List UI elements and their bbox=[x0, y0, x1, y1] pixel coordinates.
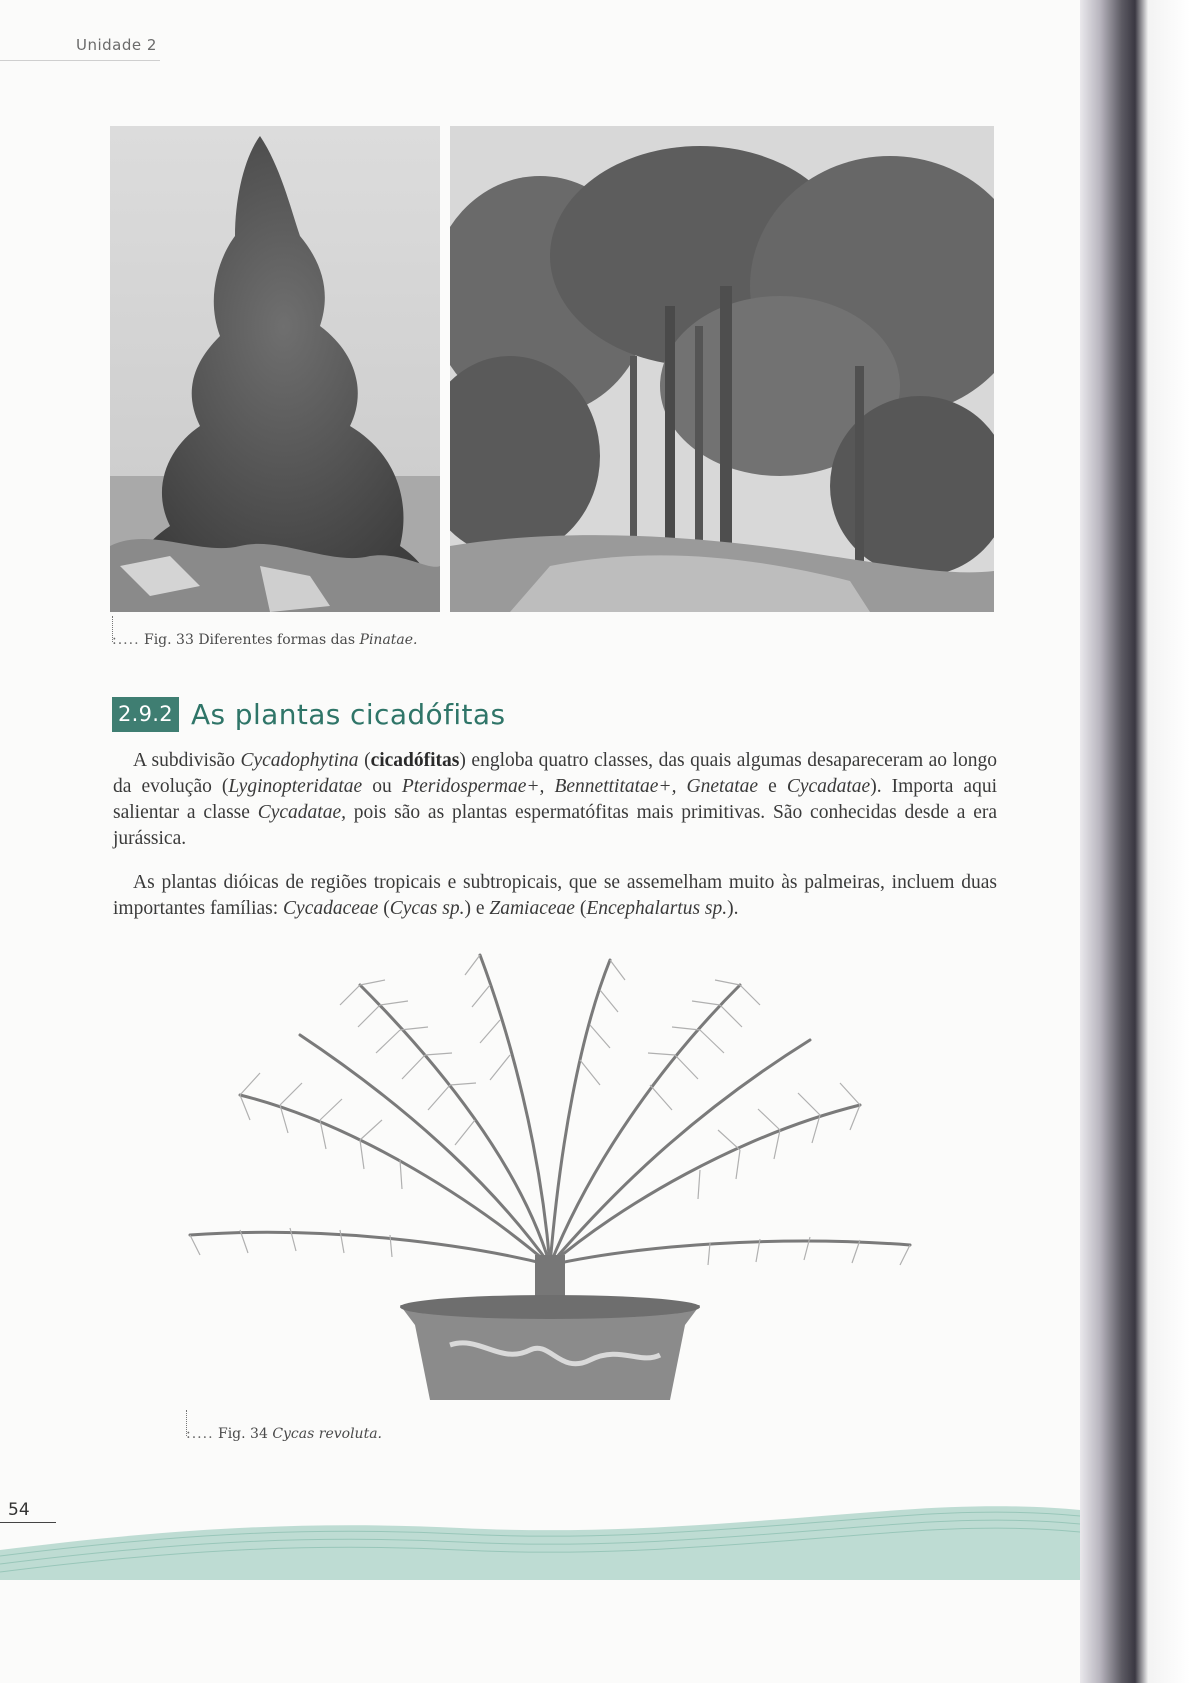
footer-wave bbox=[0, 1490, 1080, 1580]
pine-conical-illustration bbox=[110, 126, 440, 612]
cycas-illustration bbox=[180, 945, 920, 1405]
key-term: cicadófitas bbox=[370, 750, 460, 771]
caption-dots: :.... bbox=[112, 632, 140, 648]
figure-33-caption bbox=[112, 632, 418, 648]
page-number-rule bbox=[0, 1522, 56, 1523]
taxon-name: Pteridospermae+, Bennettitatae+, Gnetatae bbox=[401, 776, 759, 797]
figure-33-label: Fig. 33 bbox=[143, 632, 194, 648]
figure-34-label: Fig. 34 bbox=[217, 1426, 268, 1442]
section-heading bbox=[112, 697, 505, 732]
pine-conical-photo bbox=[110, 126, 440, 612]
unit-label: Unidade 2 bbox=[76, 36, 157, 54]
taxon-name: Cycadaceae bbox=[283, 898, 379, 919]
caption-dots: :.... bbox=[186, 1426, 214, 1442]
section-number: 2.9.2 bbox=[112, 697, 179, 732]
figure-34-caption bbox=[186, 1426, 382, 1442]
taxon-name: Zamiaceae bbox=[489, 898, 575, 919]
figure-33-text: Diferentes formas das bbox=[198, 632, 356, 648]
figure-33-taxon: Pinatae. bbox=[359, 632, 418, 648]
taxon-name: Cycadatae bbox=[786, 776, 871, 797]
header-rule bbox=[0, 60, 160, 61]
page-number: 54 bbox=[8, 1500, 30, 1520]
pine-grove-illustration bbox=[450, 126, 994, 612]
page-binding-shadow bbox=[1080, 0, 1190, 1683]
paragraph-1: A subdivisão Cycadophytina (cicadófitas) engloba quatro classes, das quais algumas desapareceram ao longo da evolução (Lyginopteridatae ou Pteridospermae+, Bennettitatae+, Gnetatae e Cycadatae). Importa aqui salientar a classe Cycadatae, pois são as plantas espermatófitas mais primitivas. São conhecidas desde a era jurássica. bbox=[113, 750, 998, 849]
paragraph-2: As plantas dióicas de regiões tropicais e subtropicais, que se assemelham muito às palmeiras, incluem duas importantes famílias: Cycadaceae (Cycas sp.) e Zamiaceae (Encephalartus sp.). bbox=[113, 872, 997, 919]
pine-grove-photo bbox=[450, 126, 994, 612]
taxon-name: Cycadatae, bbox=[257, 802, 346, 823]
figure-34-taxon: Cycas revoluta. bbox=[272, 1426, 382, 1442]
taxon-name: Cycadophytina bbox=[240, 750, 359, 771]
section-title: As plantas cicadófitas bbox=[190, 698, 506, 731]
taxon-name: Cycas sp. bbox=[389, 898, 465, 919]
taxon-name: Lyginopteridatae bbox=[228, 776, 363, 797]
cycas-revoluta-photo bbox=[180, 945, 920, 1405]
taxon-name: Encephalartus sp. bbox=[586, 898, 728, 919]
